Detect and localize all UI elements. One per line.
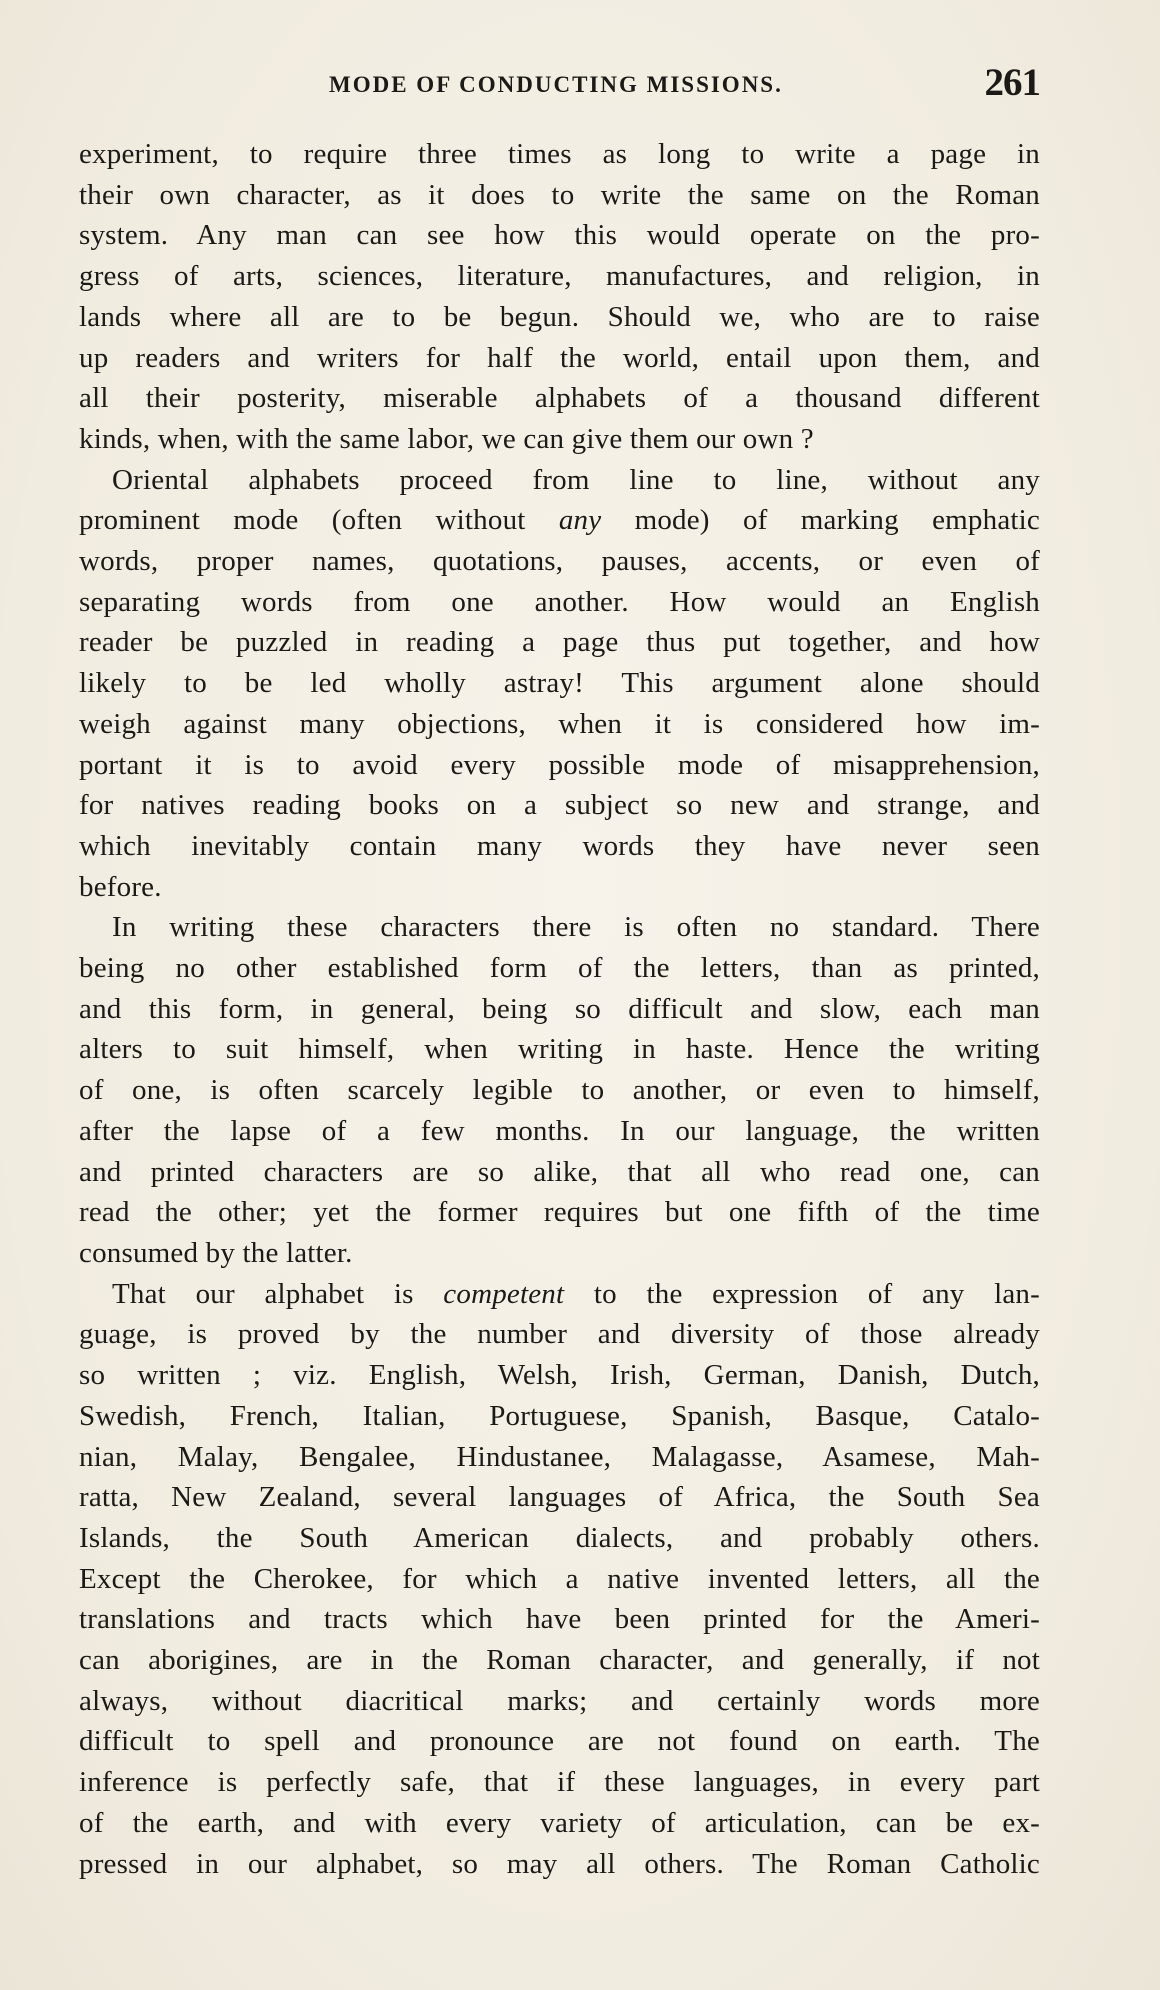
- text-line: portant it is to avoid every possible mode of misapprehension,: [79, 748, 1040, 781]
- text-line: alters to suit himself, when writing in haste. Hence the writing: [79, 1033, 1040, 1066]
- text-line: gress of arts, sciences, literature, manufactures, and religion, in: [79, 260, 1040, 293]
- text-line: inference is perfectly safe, that if these languages, in every part: [79, 1766, 1040, 1799]
- text-line: guage, is proved by the number and diversity of those already: [79, 1318, 1040, 1351]
- emphasis-text: any: [558, 504, 602, 537]
- text-line: nian, Malay, Bengalee, Hindustanee, Malagasse, Asamese, Mah-: [79, 1440, 1040, 1473]
- text-line: after the lapse of a few months. In our language, the written: [79, 1114, 1040, 1147]
- text-line: system. Any man can see how this would operate on the pro-: [79, 219, 1040, 252]
- body-text: [79, 134, 1040, 1884]
- emphasis-text: competent: [443, 1277, 565, 1310]
- text-line: and printed characters are so alike, that all who read one, can: [79, 1155, 1040, 1188]
- text-line: weigh against many objections, when it is considered how im-: [79, 707, 1040, 740]
- text-line: for natives reading books on a subject so new and strange, and: [79, 789, 1040, 822]
- text-line: reader be puzzled in reading a page thus put together, and how: [79, 626, 1040, 659]
- text-line: kinds, when, with the same labor, we can give them our own ?: [79, 422, 814, 455]
- text-line: words, proper names, quotations, pauses, accents, or even of: [79, 545, 1040, 578]
- text-line: translations and tracts which have been printed for the Ameri-: [79, 1603, 1040, 1636]
- text-line: Swedish, French, Italian, Portuguese, Spanish, Basque, Catalo-: [79, 1399, 1040, 1432]
- text-line: all their posterity, miserable alphabets of a thousand different: [79, 382, 1040, 415]
- text-line: read the other; yet the former requires but one fifth of the time: [79, 1196, 1040, 1229]
- text-run: to the expression of any lan-: [564, 1277, 1040, 1310]
- text-line: before.: [79, 870, 162, 903]
- text-line: can aborigines, are in the Roman character, and generally, if not: [79, 1644, 1040, 1677]
- text-line: pressed in our alphabet, so may all others. The Roman Catholic: [79, 1847, 1040, 1880]
- running-title: MODE OF CONDUCTING MISSIONS.: [329, 72, 783, 97]
- text-line: their own character, as it does to write the same on the Roman: [79, 178, 1040, 211]
- text-run: prominent mode (often without: [79, 504, 559, 537]
- text-line: always, without diacritical marks; and certainly words more: [79, 1684, 1040, 1717]
- text-line: up readers and writers for half the world, entail upon them, and: [79, 341, 1040, 374]
- text-line: likely to be led wholly astray! This argument alone should: [79, 667, 1040, 700]
- text-line: and this form, in general, being so difficult and slow, each man: [79, 992, 1040, 1025]
- text-line: [79, 500, 1040, 541]
- text-line: lands where all are to be begun. Should we, who are to raise: [79, 300, 1040, 333]
- page-number: 261: [984, 61, 1040, 104]
- text-line: which inevitably contain many words they have never seen: [79, 829, 1040, 862]
- text-run: That our alphabet is: [112, 1277, 444, 1310]
- text-line: ratta, New Zealand, several languages of Africa, the South Sea: [79, 1481, 1040, 1514]
- text-line: so written ; viz. English, Welsh, Irish, German, Danish, Dutch,: [79, 1359, 1040, 1392]
- text-line: of the earth, and with every variety of articulation, can be ex-: [79, 1806, 1040, 1839]
- text-line: In writing these characters there is often no standard. There: [112, 911, 1040, 944]
- text-line: of one, is often scarcely legible to another, or even to himself,: [79, 1074, 1040, 1107]
- running-header: [79, 60, 1040, 104]
- text-line: difficult to spell and pronounce are not found on earth. The: [79, 1725, 1040, 1758]
- text-line: experiment, to require three times as long to write a page in: [79, 138, 1040, 170]
- text-run: mode) of marking emphatic: [601, 504, 1040, 537]
- text-line: consumed by the latter.: [79, 1236, 353, 1269]
- text-line: Except the Cherokee, for which a native invented letters, all the: [79, 1562, 1040, 1595]
- text-line: Islands, the South American dialects, and probably others.: [79, 1521, 1040, 1554]
- text-line: Oriental alphabets proceed from line to line, without any: [112, 463, 1040, 496]
- text-line: [79, 1274, 1040, 1315]
- text-line: separating words from one another. How would an English: [79, 585, 1040, 618]
- text-line: being no other established form of the letters, than as printed,: [79, 952, 1040, 985]
